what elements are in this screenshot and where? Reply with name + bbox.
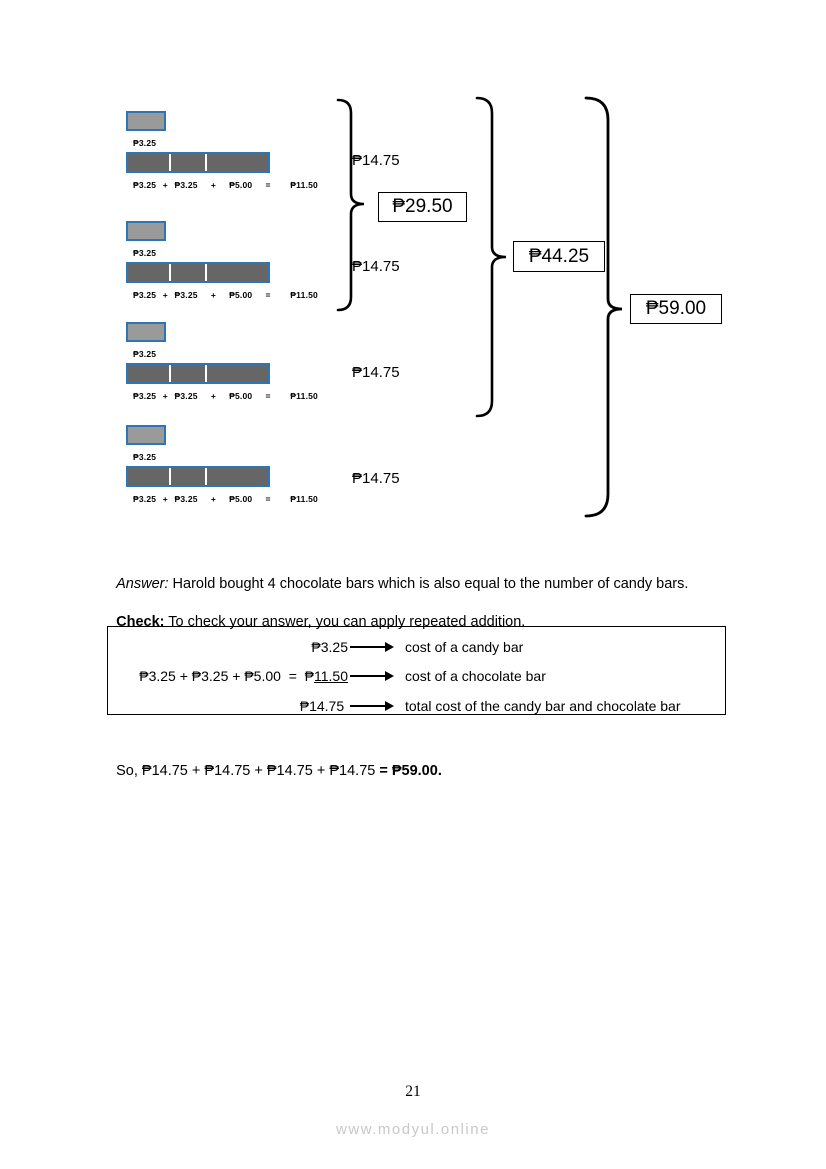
answer-prefix: Answer: — [116, 576, 169, 592]
group-sum-label: ₱14.75 — [352, 152, 400, 169]
subtotal-box-29-50 — [378, 192, 467, 222]
conclusion-total: = ₱59.00. — [379, 763, 442, 779]
candy-cost-description: cost of a candy bar — [405, 638, 524, 655]
candy-bar — [126, 322, 166, 342]
check-row-total — [108, 691, 725, 721]
candy-cost-value: ₱3.25 — [311, 638, 348, 655]
chocolate-bar-segment — [171, 154, 205, 171]
subtotal-value: ₱29.50 — [392, 196, 453, 217]
chocolate-bar-segment — [128, 365, 169, 382]
chocolate-bar — [126, 363, 270, 384]
answer-text: Harold bought 4 chocolate bars which is also equal to the number of candy bars. — [168, 576, 689, 592]
conclusion-sum: So, ₱14.75 + ₱14.75 + ₱14.75 + ₱14.75 — [116, 763, 380, 779]
check-prefix: Check: — [116, 614, 165, 630]
chocolate-bar-segment — [207, 468, 268, 485]
brace-all-groups — [586, 98, 622, 516]
chocolate-bar-segment — [207, 365, 268, 382]
grouping-braces — [0, 0, 826, 560]
candy-bar-price: ₱3.25 — [133, 248, 157, 258]
chocolate-bar-segment — [171, 264, 205, 281]
group-sum-label: ₱14.75 — [352, 258, 400, 275]
chocolate-bar — [126, 466, 270, 487]
chocolate-bar-segment — [128, 264, 169, 281]
page-number: 21 — [405, 1083, 421, 1100]
conclusion-line — [100, 747, 800, 795]
brace-first-three-groups — [477, 98, 506, 416]
chocolate-bar-equation: ₱3.25 + ₱3.25 + ₱5.00 = ₱11.50 — [133, 494, 318, 504]
right-arrow-icon — [350, 646, 386, 648]
candy-bar-price: ₱3.25 — [133, 452, 157, 462]
right-arrow-icon — [350, 705, 386, 707]
candy-bar — [126, 425, 166, 445]
right-arrow-icon — [350, 675, 386, 677]
watermark: www.modyul.online — [336, 1121, 490, 1138]
chocolate-bar-segment — [207, 154, 268, 171]
chocolate-bar-equation: ₱3.25 + ₱3.25 + ₱5.00 = ₱11.50 — [133, 290, 318, 300]
group-sum-label: ₱14.75 — [352, 470, 400, 487]
chocolate-cost-description: cost of a chocolate bar — [405, 668, 546, 685]
chocolate-bar-segment — [171, 365, 205, 382]
candy-bar — [126, 221, 166, 241]
chocolate-bar — [126, 262, 270, 283]
pair-total-description: total cost of the candy bar and chocolate bar — [405, 697, 681, 714]
check-row-candy — [108, 632, 725, 662]
total-box-59-00 — [630, 294, 722, 324]
chocolate-bar-equation: ₱3.25 + ₱3.25 + ₱5.00 = ₱11.50 — [133, 180, 318, 190]
chocolate-bar-segment — [171, 468, 205, 485]
subtotal-value: ₱44.25 — [528, 245, 590, 267]
repeated-addition-box — [107, 626, 726, 715]
check-text: To check your answer, you can apply repeated addition. — [164, 614, 526, 630]
chocolate-cost-sum: 11.50 — [314, 668, 348, 685]
candy-bar — [126, 111, 166, 131]
chocolate-bar-segment — [207, 264, 268, 281]
chocolate-bar-segment — [128, 468, 169, 485]
total-value: ₱59.00 — [645, 298, 707, 319]
group-sum-label: ₱14.75 — [352, 364, 400, 381]
check-row-chocolate — [108, 662, 725, 692]
subtotal-box-44-25 — [513, 241, 605, 272]
chocolate-bar-equation: ₱3.25 + ₱3.25 + ₱5.00 = ₱11.50 — [133, 391, 318, 401]
pair-total-value: ₱14.75 — [299, 697, 348, 714]
chocolate-bar-segment — [128, 154, 169, 171]
candy-bar-price: ₱3.25 — [133, 138, 157, 148]
candy-bar-price: ₱3.25 — [133, 349, 157, 359]
chocolate-cost-equation: ₱3.25 + ₱3.25 + ₱5.00 = ₱ — [139, 668, 314, 685]
chocolate-bar — [126, 152, 270, 173]
